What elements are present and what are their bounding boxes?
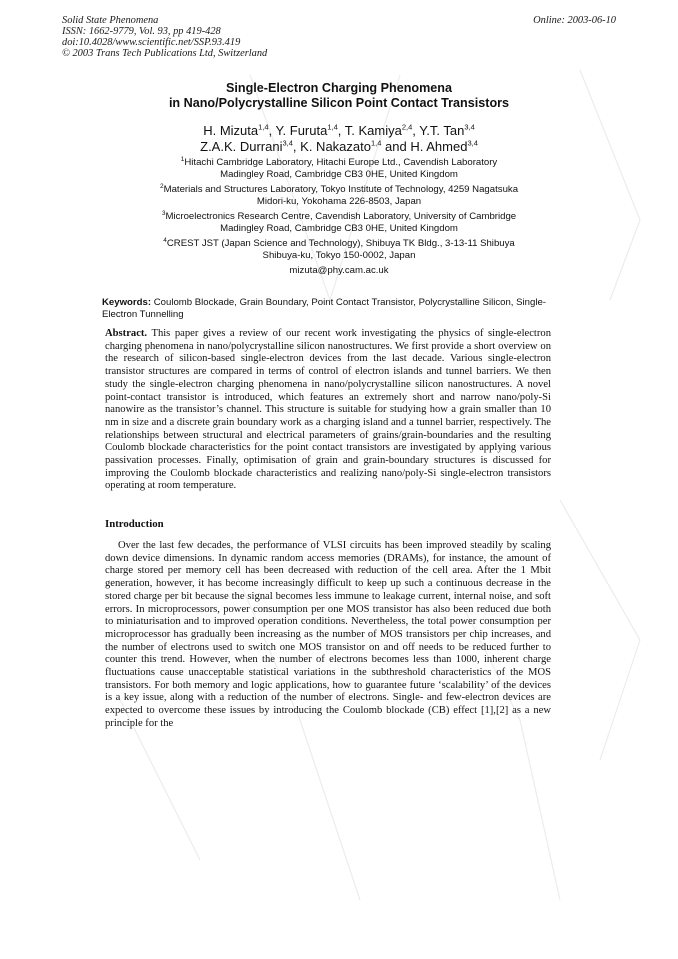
affiliation-line: Shibuya-ku, Tokyo 150-0002, Japan <box>262 249 416 261</box>
journal-name: Solid State Phenomena <box>62 15 159 26</box>
affiliation-line: Midori-ku, Yokohama 226-8503, Japan <box>256 195 422 207</box>
author-affiliation-mark: 1,4 <box>370 138 382 148</box>
affiliation-4 <box>0 238 678 262</box>
affiliation-3 <box>0 211 678 235</box>
online-date: Online: 2003-06-10 <box>533 15 616 26</box>
author-line-2: Z.A.K. Durrani$^{3,4}$, K. Nakazato$^{1,4}$ and H. Ahmed$^{3,4}$ <box>200 138 478 154</box>
author-affiliation-mark: 3,4 <box>282 138 293 148</box>
affiliation-line: Madingley Road, Cambridge CB3 0HE, United Kingdom <box>220 168 458 180</box>
affiliation-1 <box>0 157 678 181</box>
abstract-label: Abstract. <box>105 328 148 339</box>
affiliation-line: Materials and Structures Laboratory, Tokyo Institute of Technology, 4259 Nagatsuka <box>163 184 519 195</box>
author-affiliation-mark: 2,4 <box>401 122 413 132</box>
author-affiliation-mark: 1,4 <box>327 122 338 132</box>
affiliation-line: Hitachi Cambridge Laboratory, Hitachi Europe Ltd., Cavendish Laboratory <box>184 157 498 168</box>
affiliation-number: 2 <box>159 182 164 190</box>
contact-email[interactable]: mizuta@phy.cam.ac.uk <box>289 265 389 276</box>
abstract-block <box>105 328 551 493</box>
paper-title <box>0 81 678 111</box>
affiliation-number: 1 <box>180 155 185 163</box>
author-name: Z.A.K. Durrani <box>200 138 283 154</box>
journal-issn: ISSN: 1662-9779, Vol. 93, pp 419-428 <box>62 26 221 37</box>
section-heading-introduction: Introduction <box>105 518 164 530</box>
introduction-paragraph: Over the last few decades, the performance of VLSI circuits has been improved steadily by scaling down device dimensions. In dynamic random access memories (DRAMs), for instance, the amount of charge stored per memory cell has been decreased with reduction of the cell area. After the 1 Mbit generation, however, it has become increasingly difficult to keep up such a continuous decrease in the stored charge per bit because the signal becomes less immune to leakage current, internal noise, and soft errors. In microprocessors, power consumption per one MOS transistor has also been reduced due both to miniaturisation and to improved operation conditions. Nevertheless, the total power consumption per microprocessor has gradually been increasing as the number of MOS transistors per chip increases, and the number of electrons used to switch one MOS transistor on and off needs to be reduced further to counter this trend. However, when the number of electrons becomes less than 1000, inherent charge fluctuations cause unacceptable statistical variations in the subthreshold characteristics of the MOS transistors. For both memory and logic applications, how to guarantee future ‘scalability’ of the devices is a key issue, along with a reduction of the number of electrons. Single- and few-electron devices are expected to overcome these issues by introducing the Coulomb blockade (CB) effect [1],[2] as a new principle for the <box>105 540 551 729</box>
author-name: H. Mizuta <box>203 123 259 138</box>
author-name: H. Ahmed <box>410 138 468 154</box>
author-affiliation-mark: 1,4 <box>258 122 269 132</box>
paper-title-line-2: in Nano/Polycrystalline Silicon Point Contact Transistors <box>168 96 510 110</box>
keywords-text: Coulomb Blockade, Grain Boundary, Point Contact Transistor, Polycrystalline Silicon, Single-Electron Tunnelling <box>102 297 547 320</box>
journal-header <box>62 15 392 59</box>
author-affiliation-mark: 3,4 <box>464 122 475 132</box>
author-affiliation-mark: 3,4 <box>467 138 478 148</box>
author-name: Y.T. Tan <box>419 123 465 138</box>
author-list <box>0 123 678 154</box>
author-line-1: H. Mizuta$^{1,4}$, Y. Furuta$^{1,4}$, T. Kamiya$^{2,4}$, Y.T. Tan$^{3,4}$ <box>203 122 475 138</box>
keywords-block <box>102 297 572 321</box>
journal-copyright: © 2003 Trans Tech Publications Ltd, Switzerland <box>62 48 268 59</box>
affiliation-line: CREST JST (Japan Science and Technology), Shibuya TK Bldg., 3-13-11 Shibuya <box>166 238 515 249</box>
affiliation-2 <box>0 184 678 208</box>
paper-title-line-1: Single-Electron Charging Phenomena <box>225 81 453 95</box>
affiliation-number: 4 <box>163 236 167 244</box>
affiliation-number: 3 <box>161 209 166 217</box>
author-name: Y. Furuta <box>275 123 328 138</box>
affiliation-line: Madingley Road, Cambridge CB3 0HE, United Kingdom <box>220 222 458 234</box>
keywords-label: Keywords: <box>102 297 152 308</box>
affiliation-line: Microelectronics Research Centre, Cavendish Laboratory, University of Cambridge <box>165 211 517 222</box>
abstract-text: This paper gives a review of our recent work investigating the physics of single-electron charging phenomena in nano/polycrystalline silicon nanostructures. We first provide a short overview on the research of silicon-based single-electron devices from the last decade. Various single-electron transistor structures are compared in terms of control of electron islands and tunnel barriers. We then study the single-electron charging phenomena in nano/polycrystalline silicon nanostructures. A novel point-contact transistor is introduced, which features an extremely short and narrow nano/poly-Si nanowire as the transistor’s channel. This structure is suitable for studying how a grain smaller than 10 nm in size and a discrete grain boundary work as a charging island and a tunnel barrier, respectively. The relationships between structural and electrical parameters of grains/grain-boundaries and the resulting Coulomb blockade characteristics for the point contact transistors are investigated by applying various passivation processes. Finally, optimisation of grain and grain-boundary structures is discussed for improving the Coulomb blockade characteristics and realizing nano/poly-Si single-electron transistors operating at room temperature. <box>105 328 551 492</box>
author-name: K. Nakazato <box>300 138 371 154</box>
journal-doi[interactable]: doi:10.4028/www.scientific.net/SSP.93.419 <box>62 37 241 48</box>
author-name: T. Kamiya <box>344 123 402 138</box>
